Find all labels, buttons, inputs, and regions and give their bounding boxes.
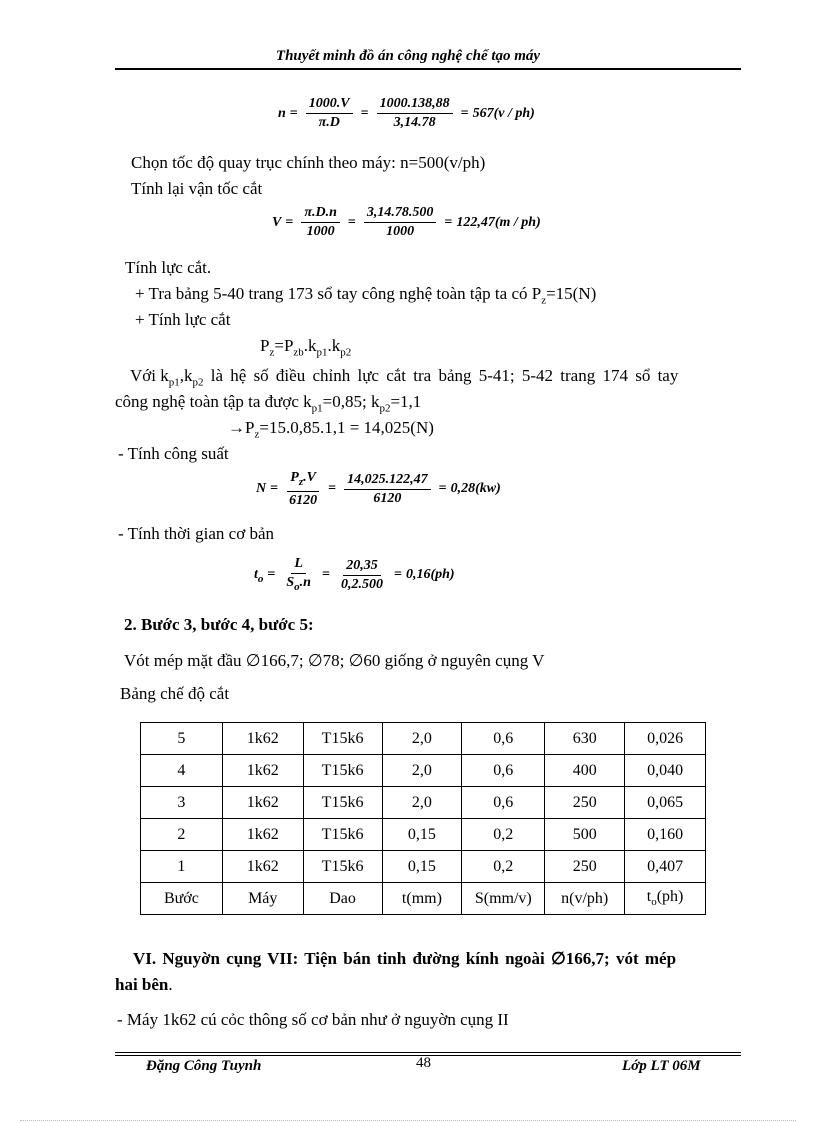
footer-rule-top <box>115 1052 741 1053</box>
table-cell: 2,0 <box>382 755 462 787</box>
paragraph-coefficients-2: công nghệ toàn tập ta được $k_{p1}=0,85$; $k_{p2}=1,1$ <box>115 392 422 415</box>
formula-v-f1-num: π.D.n <box>301 205 340 223</box>
table-cell: T15k6 <box>303 819 382 851</box>
table-cell: 0,15 <box>382 851 462 883</box>
paragraph-power: - Tính công suất <box>118 444 229 463</box>
table-cell: T15k6 <box>303 851 382 883</box>
footer-author: Đặng Công Tuynh <box>146 1058 262 1074</box>
table-cell: 0,160 <box>625 819 706 851</box>
table-cell: 0,065 <box>625 787 706 819</box>
pz-result: $\to P_z=15.0,85.1,1 = 14,025(N)$ <box>228 418 434 441</box>
paragraph-force-calc: + Tính lực cắt <box>135 310 231 329</box>
table-row <box>141 819 706 851</box>
formula-n: n = $\frac{1000.V}{\pi.D}$ = $\frac{1000.138,88}{3,14.78}$ = 567(v / ph) <box>278 96 535 130</box>
header-rule <box>115 68 741 70</box>
table-row <box>141 723 706 755</box>
table-cell: T15k6 <box>303 723 382 755</box>
paragraph-chamfer: Vót mép mặt đầu ∅166,7; ∅78; ∅60 giống ở nguyên cụng V <box>124 651 545 670</box>
table-row <box>141 787 706 819</box>
paragraph-table-title: Bảng chế độ cắt <box>120 684 230 703</box>
section-6-heading: VI. Nguyờn cụng VII: Tiện bán tinh đường kính ngoài ∅166,7; vót mép <box>133 949 677 968</box>
formula-n-result: 567(v / ph) <box>472 105 535 121</box>
formula-n-f2-num: 1000.138,88 <box>377 96 453 114</box>
page-header-title: Thuyết minh đồ án công nghệ chế tạo máy <box>275 48 541 64</box>
formula-time-f1-num: L <box>291 556 306 574</box>
formula-v-f2-den: 1000 <box>386 224 415 239</box>
table-header-cell: n(v/ph) <box>545 883 625 915</box>
paragraph-machine: - Máy 1k62 cú cỏc thông số cơ bản như ở nguyờn cụng II <box>117 1010 509 1029</box>
table-cell: 0,15 <box>382 819 462 851</box>
table-cell: 4 <box>141 755 223 787</box>
formula-time-f2-num: 20,35 <box>343 558 381 576</box>
table-cell: T15k6 <box>303 787 382 819</box>
formula-power-f2-num: 14,025.122,47 <box>344 472 431 490</box>
table-cell: 0,6 <box>462 787 545 819</box>
table-header-cell: Dao <box>303 883 382 915</box>
formula-power-f1-num: $P_z.V$ <box>287 470 319 492</box>
table-cell: 0,6 <box>462 723 545 755</box>
table-cell: 0,407 <box>625 851 706 883</box>
formula-time: $t_o$ = $\frac{L}{S_o.n}$ = $\frac{20,35}{0,2.500}$ = 0,16(ph) <box>254 556 455 593</box>
table-cell: 5 <box>141 723 223 755</box>
table-header-row <box>141 883 706 915</box>
formula-time-f1-den: $S_o.n$ <box>286 575 311 593</box>
table-cell: 2,0 <box>382 787 462 819</box>
table-header-cell: S(mm/v) <box>462 883 545 915</box>
table-row <box>141 851 706 883</box>
formula-n-f1-den: π.D <box>318 115 340 130</box>
table-cell: 2,0 <box>382 723 462 755</box>
table-cell: 0,026 <box>625 723 706 755</box>
table-row <box>141 755 706 787</box>
table-cell: 1k62 <box>222 851 303 883</box>
table-cell: 400 <box>545 755 625 787</box>
table-header-cell: $t_o(ph)$ <box>625 883 706 915</box>
table-cell: 630 <box>545 723 625 755</box>
table-cell: 1k62 <box>222 819 303 851</box>
formula-power-lhs: N <box>256 481 267 497</box>
formula-power-result: 0,28(kw) <box>450 481 501 497</box>
formula-n-lhs: n <box>278 105 286 121</box>
formula-time-result: 0,16(ph) <box>405 567 455 583</box>
page-number: 48 <box>416 1055 431 1071</box>
table-header-cell: Bước <box>141 883 223 915</box>
table-header-cell: t(mm) <box>382 883 462 915</box>
formula-v-f1-den: 1000 <box>306 224 335 239</box>
table-cell: 250 <box>545 851 625 883</box>
table-cell: 500 <box>545 819 625 851</box>
formula-v-lhs: V <box>272 214 282 230</box>
paragraph-coefficients: Với $k_{p1},k_{p2}$ là hệ số điều chỉnh lực cắt tra bảng 5-41; 5-42 trang 174 sổ tay <box>130 366 679 389</box>
paragraph-force-table: + Tra bảng 5-40 trang 173 sổ tay công nghệ toàn tập ta có $P_z=15(N)$ <box>135 284 597 307</box>
table-cell: T15k6 <box>303 755 382 787</box>
formula-n-f2-den: 3,14.78 <box>393 115 436 130</box>
formula-v: V = $\frac{\pi.D.n}{1000}$ = $\frac{3,14.78.500}{1000}$ = 122,47(m / ph) <box>272 205 541 239</box>
table-cell: 3 <box>141 787 223 819</box>
formula-power: N = $\frac{P_z.V}{6120}$ = $\frac{14,025.122,47}{6120}$ = 0,28(kw) <box>256 470 501 508</box>
table-cell: 0,2 <box>462 851 545 883</box>
paragraph-time: - Tính thời gian cơ bản <box>118 524 274 543</box>
formula-time-f2-den: 0,2.500 <box>340 576 383 592</box>
table-header-cell: Máy <box>222 883 303 915</box>
formula-power-f1-den: 6120 <box>289 492 318 508</box>
paragraph-recalc-speed: Tính lại vận tốc cắt <box>131 179 263 198</box>
pz-formula: $P_z=P_{zb}.k_{p1}.k_{p2}$ <box>260 336 352 359</box>
formula-n-f1-num: 1000.V <box>306 96 353 114</box>
paragraph-force: Tính lực cắt. <box>125 258 212 277</box>
table-cell: 0,6 <box>462 755 545 787</box>
section-2-heading: 2. Bước 3, bước 4, bước 5: <box>124 615 314 634</box>
formula-power-f2-den: 6120 <box>373 490 402 506</box>
table-cell: 1 <box>141 851 223 883</box>
table-cell: 250 <box>545 787 625 819</box>
footer-class: Lớp LT 06M <box>622 1058 701 1074</box>
formula-v-f2-num: 3,14.78.500 <box>364 205 437 223</box>
paragraph-choose-speed: Chọn tốc độ quay trục chính theo máy: n=500(v/ph) <box>131 153 486 172</box>
formula-time-lhs: $t_o$ <box>254 566 264 585</box>
formula-v-result: 122,47(m / ph) <box>456 214 541 230</box>
table-cell: 1k62 <box>222 787 303 819</box>
table-cell: 2 <box>141 819 223 851</box>
page-bottom-dotted-line <box>20 1120 796 1121</box>
cutting-mode-table <box>140 722 706 915</box>
table-cell: 0,2 <box>462 819 545 851</box>
table-cell: 1k62 <box>222 755 303 787</box>
table-cell: 1k62 <box>222 723 303 755</box>
table-cell: 0,040 <box>625 755 706 787</box>
section-6-heading-cont: hai bên. <box>115 975 173 994</box>
